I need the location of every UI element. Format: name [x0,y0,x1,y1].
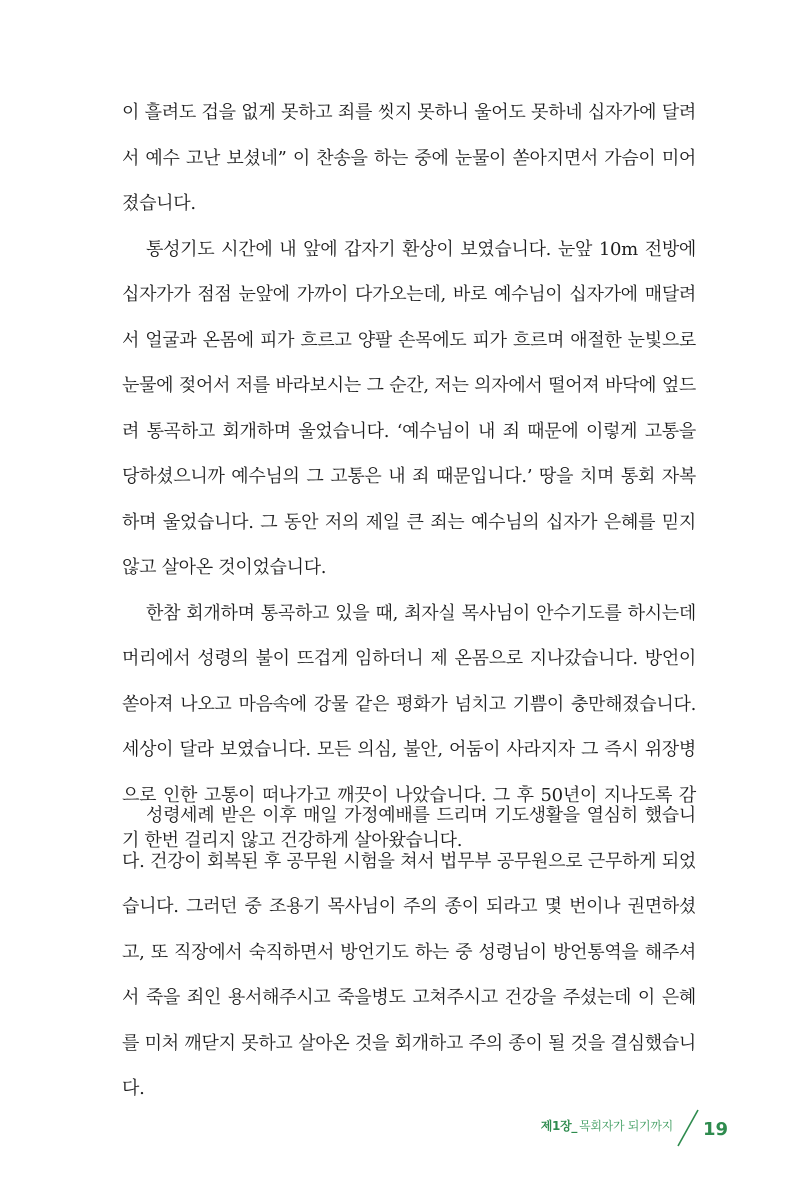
footer-chapter-title: 목회자가 되기까지 [579,1119,673,1133]
footer-slash-divider [675,1108,701,1148]
paragraph-vision: 통성기도 시간에 내 앞에 갑자기 환상이 보였습니다. 눈앞 10m 전방에 십자가가 점점 눈앞에 가까이 다가오는데, 바로 예수님이 십자가에 매달려서 얼굴과 온몸에 피가 흐르고 양팔 손목에도 피가 흐르며 애절한 눈빛으로 눈물에 젖어서 저를 바라보시는 그 순간, 저는 의자에서 떨어져 바닥에 엎드려 통곡하고 회개하며 울었습니다. ‘예수님이 내 죄 때문에 이렇게 고통을 당하셨으니까 예수님의 그 고통은 내 죄 때문입니다.’ 땅을 치며 통회 자복하며 울었습니다. 그 동안 저의 제일 큰 죄는 예수님의 십자가 은혜를 믿지 않고 살아온 것이었습니다. [122,238,696,578]
body-text-section-2 [122,793,696,1112]
paragraph-calling: 성령세례 받은 이후 매일 가정예배를 드리며 기도생활을 열심히 했습니다. 건강이 회복된 후 공무원 시험을 쳐서 법무부 공무원으로 근무하게 되었습니다. 그러던 중 조용기 목사님이 주의 종이 되라고 몇 번이나 권면하셨고, 또 직장에서 숙직하면서 방언기도 하는 중 성령님이 방언통역을 해주셔서 죽을 죄인 용서해주시고 죽을병도 고쳐주시고 건강을 주셨는데 이 은혜를 미처 깨닫지 못하고 살아온 것을 회개하고 주의 종이 될 것을 결심했습니다. [122,805,696,1099]
footer-chapter-label: 제1장_ [540,1119,578,1133]
body-text-section-1 [122,90,696,864]
paragraph-continuation: 이 흘려도 겁을 없게 못하고 죄를 씻지 못하니 울어도 못하네 십자가에 달려서 예수 고난 보셨네” 이 찬송을 하는 중에 눈물이 쏟아지면서 가슴이 미어졌습니다. [122,102,696,214]
page-number: 19 [702,1119,728,1140]
page-footer [541,1104,728,1148]
paragraph-holy-spirit: 한참 회개하며 통곡하고 있을 때, 최자실 목사님이 안수기도를 하시는데 머리에서 성령의 불이 뜨겁게 임하더니 제 온몸으로 지나갔습니다. 방언이 쏟아져 나오고 마음속에 강물 같은 평화가 넘치고 기쁨이 충만해졌습니다. 세상이 달라 보였습니다. 모든 의심, 불안, 어둠이 사라지자 그 즉시 위장병으로 인한 고통이 떠나가고 깨끗이 나았습니다. 그 후 50년이 지나도록 감기 한번 걸리지 않고 건강하게 살아왔습니다. [122,602,696,851]
